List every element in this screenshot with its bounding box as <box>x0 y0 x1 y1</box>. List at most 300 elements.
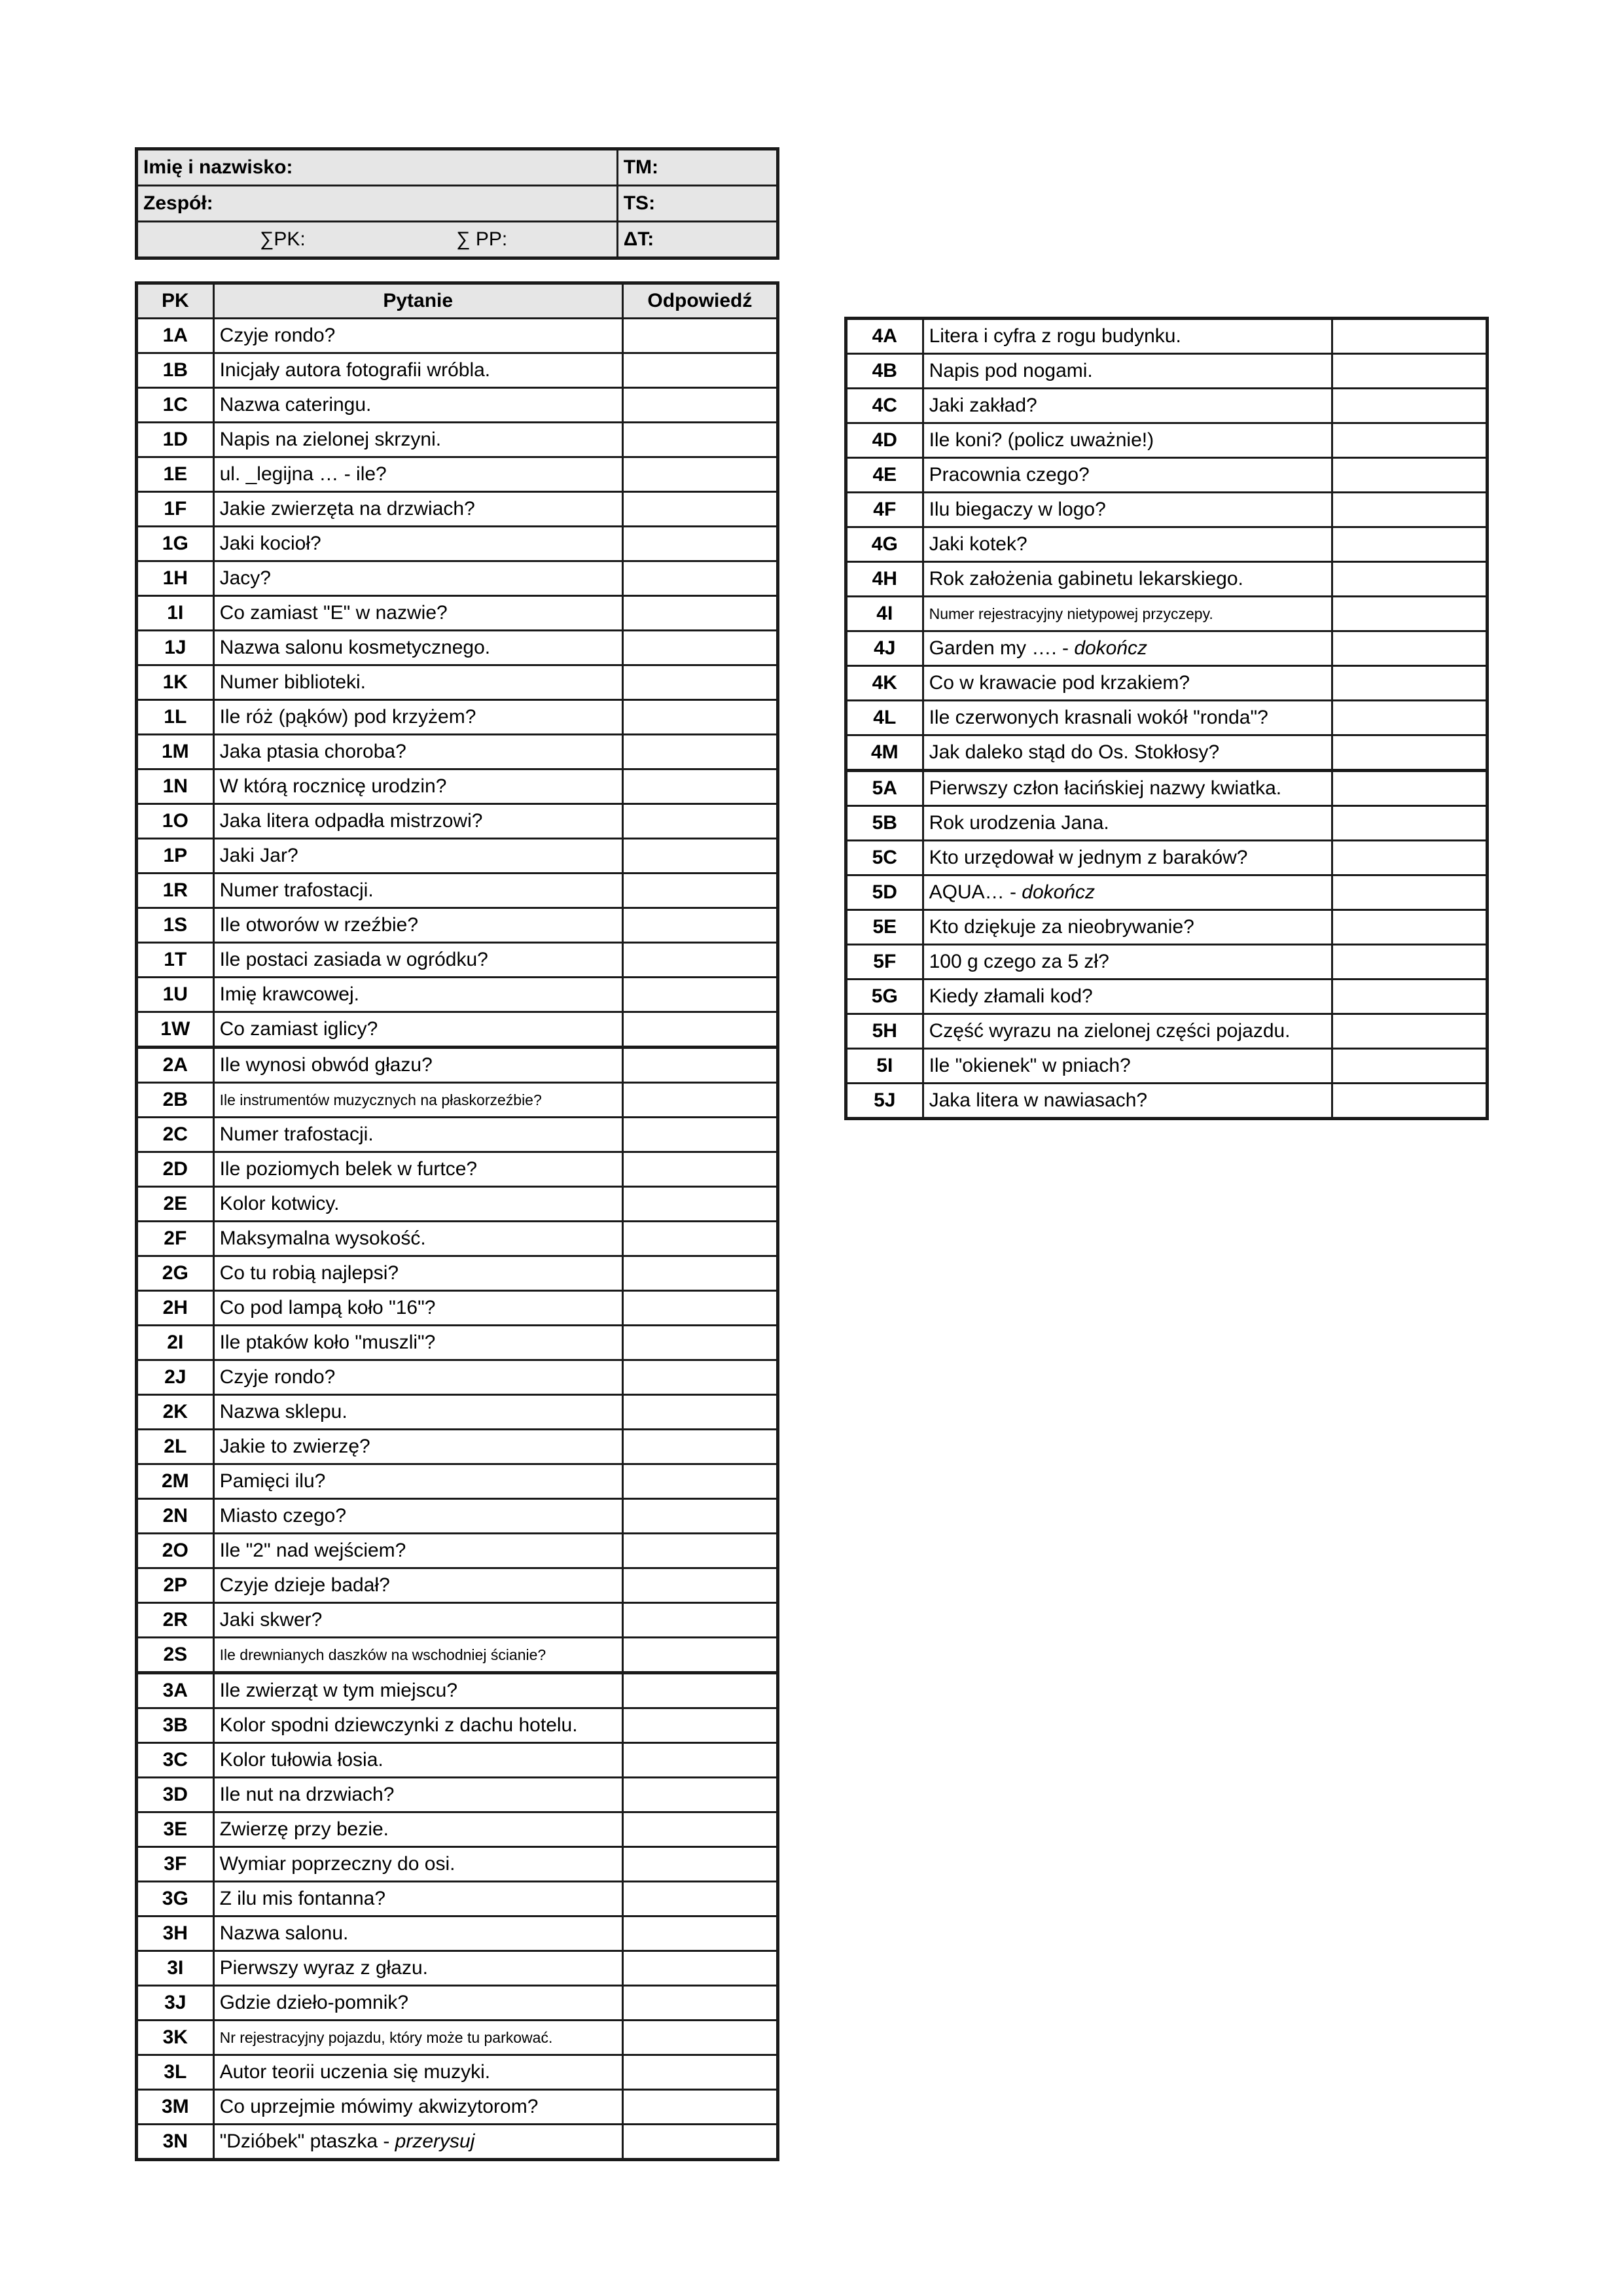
answer-cell[interactable] <box>622 2021 777 2055</box>
pk-cell: 3G <box>137 1882 214 1916</box>
table-row <box>137 1360 778 1395</box>
question-cell <box>213 1430 622 1464</box>
question-text: Nr rejestracyjny pojazdu, który może tu parkować. <box>219 2029 553 2046</box>
question-cell <box>213 1603 622 1638</box>
question-cell <box>923 841 1332 875</box>
table-row <box>137 1048 778 1083</box>
table-row <box>137 1951 778 1986</box>
pk-cell: 4E <box>846 458 923 493</box>
question-text: Kto dziękuje za nieobrywanie? <box>929 916 1194 938</box>
question-cell <box>213 804 622 839</box>
table-row <box>846 389 1488 423</box>
answer-cell[interactable] <box>622 1882 777 1916</box>
table-row <box>137 2021 778 2055</box>
answer-cell[interactable] <box>622 1916 777 1951</box>
question-text: Litera i cyfra z rogu budynku. <box>929 325 1181 347</box>
question-cell <box>213 1534 622 1568</box>
question-cell <box>213 1118 622 1152</box>
question-cell <box>213 631 622 665</box>
pk-cell: 2E <box>137 1187 214 1222</box>
pk-cell: 1R <box>137 874 214 908</box>
question-text: Kolor spodni dziewczynki z dachu hotelu. <box>219 1714 578 1736</box>
answer-cell[interactable] <box>622 1187 777 1222</box>
question-cell <box>213 908 622 943</box>
pk-cell: 1F <box>137 492 214 527</box>
left-rows <box>137 319 778 2160</box>
table-row <box>137 423 778 457</box>
pk-cell: 3B <box>137 1708 214 1743</box>
table-row <box>846 875 1488 910</box>
pk-cell: 3M <box>137 2090 214 2125</box>
question-cell <box>213 1951 622 1986</box>
answer-cell[interactable] <box>622 1534 777 1568</box>
pk-cell: 4B <box>846 354 923 389</box>
question-cell <box>923 1049 1332 1084</box>
col-answer-header: Odpowiedź <box>622 283 777 319</box>
question-text: Zwierzę przy bezie. <box>219 1818 389 1840</box>
table-row <box>137 388 778 423</box>
answer-cell[interactable] <box>1332 735 1487 771</box>
table-row <box>137 596 778 631</box>
question-text: Pamięci ilu? <box>219 1470 326 1492</box>
answer-cell[interactable] <box>622 2125 777 2160</box>
pk-cell: 5J <box>846 1084 923 1119</box>
question-text: Ile "2" nad wejściem? <box>219 1540 406 1561</box>
question-cell <box>923 458 1332 493</box>
pk-cell: 2R <box>137 1603 214 1638</box>
question-cell <box>923 631 1332 666</box>
pk-cell: 3J <box>137 1986 214 2021</box>
sum-pp-label: ∑ PP: <box>456 228 508 250</box>
table-row <box>137 1882 778 1916</box>
question-text: Kto urzędował w jednym z baraków? <box>929 847 1248 868</box>
question-cell <box>213 1708 622 1743</box>
question-cell <box>213 2125 622 2160</box>
header-table <box>135 147 779 260</box>
question-text: Co pod lampą koło "16"? <box>219 1297 436 1318</box>
answer-cell[interactable] <box>1332 841 1487 875</box>
question-cell <box>213 353 622 388</box>
pk-cell: 4G <box>846 527 923 562</box>
question-cell <box>213 943 622 978</box>
pk-cell: 1T <box>137 943 214 978</box>
question-cell <box>923 806 1332 841</box>
question-text: Co zamiast iglicy? <box>219 1018 378 1040</box>
answer-cell[interactable] <box>622 1152 777 1187</box>
table-row <box>137 874 778 908</box>
question-cell <box>213 839 622 874</box>
pk-cell: 4F <box>846 493 923 527</box>
question-cell <box>213 700 622 735</box>
question-cell <box>213 1986 622 2021</box>
pk-cell: 5I <box>846 1049 923 1084</box>
answer-cell[interactable] <box>622 1326 777 1360</box>
pk-cell: 5E <box>846 910 923 945</box>
answer-cell[interactable] <box>622 388 777 423</box>
question-cell <box>213 1568 622 1603</box>
answer-cell[interactable] <box>622 665 777 700</box>
answer-cell[interactable] <box>622 804 777 839</box>
question-text: Autor teorii uczenia się muzyki. <box>219 2061 491 2083</box>
question-text: Numer biblioteki. <box>219 671 366 693</box>
question-cell <box>213 561 622 596</box>
sum-pk-label: ∑PK: <box>260 228 306 250</box>
answer-cell[interactable] <box>622 561 777 596</box>
question-text: Inicjały autora fotografii wróbla. <box>219 359 491 381</box>
table-row <box>137 1222 778 1256</box>
question-text: Miasto czego? <box>219 1505 347 1527</box>
table-row <box>137 1673 778 1708</box>
table-row <box>137 319 778 353</box>
table-row <box>846 806 1488 841</box>
answer-cell[interactable] <box>1332 389 1487 423</box>
pk-cell: 1B <box>137 353 214 388</box>
table-row <box>137 1568 778 1603</box>
answer-cell[interactable] <box>1332 354 1487 389</box>
question-text: Jakie to zwierzę? <box>219 1436 370 1457</box>
answer-cell[interactable] <box>622 2090 777 2125</box>
question-text: Jacy? <box>219 567 271 589</box>
pk-cell: 2C <box>137 1118 214 1152</box>
answer-cell[interactable] <box>622 1847 777 1882</box>
question-text: Ile otworów w rzeźbie? <box>219 914 419 936</box>
question-cell <box>213 1152 622 1187</box>
question-text: Część wyrazu na zielonej części pojazdu. <box>929 1020 1291 1042</box>
question-text: Ilu biegaczy w logo? <box>929 499 1106 520</box>
answer-cell[interactable] <box>1332 980 1487 1014</box>
question-cell <box>213 1812 622 1847</box>
table-row <box>137 1778 778 1812</box>
question-cell <box>213 1048 622 1083</box>
question-cell <box>213 2055 622 2090</box>
answer-cell[interactable] <box>1332 945 1487 980</box>
table-row <box>137 1847 778 1882</box>
answer-cell[interactable] <box>1332 423 1487 458</box>
answer-cell[interactable] <box>622 943 777 978</box>
pk-cell: 1O <box>137 804 214 839</box>
answer-cell[interactable] <box>1332 527 1487 562</box>
pk-cell: 4I <box>846 597 923 631</box>
question-cell <box>213 1638 622 1673</box>
question-cell <box>213 1847 622 1882</box>
answer-cell[interactable] <box>622 319 777 353</box>
pk-cell: 4H <box>846 562 923 597</box>
right-rows <box>846 319 1488 1119</box>
table-row <box>137 908 778 943</box>
question-cell <box>213 1222 622 1256</box>
question-cell <box>213 457 622 492</box>
question-cell <box>923 910 1332 945</box>
question-text: Co uprzejmie mówimy akwizytorom? <box>219 2096 539 2117</box>
question-cell <box>213 1743 622 1778</box>
table-row <box>137 1464 778 1499</box>
question-italic-text: dokończ <box>1074 637 1148 659</box>
pk-cell: 2P <box>137 1568 214 1603</box>
question-text: Nazwa sklepu. <box>219 1401 348 1422</box>
answer-cell[interactable] <box>622 769 777 804</box>
pk-cell: 3C <box>137 1743 214 1778</box>
question-text: Z ilu mis fontanna? <box>219 1888 386 1909</box>
answer-cell[interactable] <box>622 1603 777 1638</box>
answer-cell[interactable] <box>622 631 777 665</box>
pk-cell: 5D <box>846 875 923 910</box>
pk-cell: 2B <box>137 1083 214 1118</box>
question-cell <box>923 562 1332 597</box>
question-text: Numer trafostacji. <box>219 1123 374 1145</box>
answer-cell[interactable] <box>1332 666 1487 701</box>
answer-cell[interactable] <box>622 1222 777 1256</box>
pk-cell: 2O <box>137 1534 214 1568</box>
question-text: Ile "okienek" w pniach? <box>929 1055 1131 1076</box>
answer-cell[interactable] <box>622 700 777 735</box>
question-text: Kolor tułowia łosia. <box>219 1749 383 1771</box>
answer-cell[interactable] <box>622 596 777 631</box>
answer-cell[interactable] <box>622 1778 777 1812</box>
answer-cell[interactable] <box>622 1012 777 1048</box>
question-text: Ile postaci zasiada w ogródku? <box>219 949 488 970</box>
answer-cell[interactable] <box>622 2055 777 2090</box>
table-row <box>137 1152 778 1187</box>
question-text: W którą rocznicę urodzin? <box>219 775 447 797</box>
question-text: Jaka litera odpadła mistrzowi? <box>219 810 483 832</box>
question-text: Kiedy złamali kod? <box>929 985 1093 1007</box>
question-text: 100 g czego za 5 zł? <box>929 951 1109 972</box>
question-cell <box>923 701 1332 735</box>
answer-cell[interactable] <box>622 1048 777 1083</box>
table-row <box>846 1014 1488 1049</box>
pk-cell: 4J <box>846 631 923 666</box>
table-row <box>137 1256 778 1291</box>
pk-cell: 1N <box>137 769 214 804</box>
pk-cell: 2K <box>137 1395 214 1430</box>
pk-cell: 3F <box>137 1847 214 1882</box>
table-row <box>137 2125 778 2160</box>
pk-cell: 3H <box>137 1916 214 1951</box>
table-row <box>137 839 778 874</box>
answer-cell[interactable] <box>1332 562 1487 597</box>
answer-cell[interactable] <box>622 1673 777 1708</box>
answer-cell[interactable] <box>622 1499 777 1534</box>
table-row <box>137 1743 778 1778</box>
pk-cell: 2S <box>137 1638 214 1673</box>
pk-cell: 1U <box>137 978 214 1012</box>
question-cell <box>923 597 1332 631</box>
question-cell <box>213 2021 622 2055</box>
pk-cell: 2F <box>137 1222 214 1256</box>
answer-cell[interactable] <box>622 527 777 561</box>
pk-cell: 3I <box>137 1951 214 1986</box>
question-cell <box>213 1360 622 1395</box>
team-label: Zespół: <box>137 186 618 222</box>
answer-cell[interactable] <box>1332 771 1487 806</box>
question-cell <box>923 980 1332 1014</box>
pk-cell: 1C <box>137 388 214 423</box>
answer-cell[interactable] <box>1332 1014 1487 1049</box>
question-cell <box>923 389 1332 423</box>
table-row <box>137 492 778 527</box>
answer-cell[interactable] <box>1332 1084 1487 1119</box>
answer-cell[interactable] <box>1332 458 1487 493</box>
answer-cell[interactable] <box>622 1638 777 1673</box>
table-row <box>137 1499 778 1534</box>
question-cell <box>213 1395 622 1430</box>
answer-cell[interactable] <box>622 1291 777 1326</box>
answer-cell[interactable] <box>1332 806 1487 841</box>
question-text: Jaki skwer? <box>219 1609 323 1631</box>
question-cell <box>923 666 1332 701</box>
question-text: Co zamiast "E" w nazwie? <box>219 602 448 624</box>
pk-cell: 2N <box>137 1499 214 1534</box>
question-italic-text: przerysuj <box>395 2130 475 2152</box>
pk-cell: 2A <box>137 1048 214 1083</box>
table-row <box>846 666 1488 701</box>
table-row <box>846 735 1488 771</box>
question-text: Nazwa cateringu. <box>219 394 372 415</box>
question-text: Imię krawcowej. <box>219 983 359 1005</box>
answer-cell[interactable] <box>622 1568 777 1603</box>
table-row <box>846 945 1488 980</box>
question-text: Maksymalna wysokość. <box>219 1227 426 1249</box>
answer-cell[interactable] <box>622 839 777 874</box>
ts-label: TS: <box>617 186 777 222</box>
answer-cell[interactable] <box>622 1708 777 1743</box>
table-row <box>846 701 1488 735</box>
table-row <box>846 980 1488 1014</box>
question-text: Jak daleko stąd do Os. Stokłosy? <box>929 741 1220 763</box>
question-text: Pierwszy wyraz z głazu. <box>219 1957 429 1979</box>
questions-table-right <box>844 317 1489 1120</box>
question-cell <box>213 319 622 353</box>
answer-cell[interactable] <box>622 1083 777 1118</box>
dt-label: ΔT: <box>617 222 777 258</box>
pk-cell: 4A <box>846 319 923 354</box>
question-cell <box>213 769 622 804</box>
question-text: AQUA… - <box>929 881 1022 903</box>
answer-cell[interactable] <box>622 1430 777 1464</box>
answer-cell[interactable] <box>1332 1049 1487 1084</box>
question-text: Ile drewnianych daszków na wschodniej ścianie? <box>219 1646 546 1663</box>
question-cell <box>213 1464 622 1499</box>
question-cell <box>923 319 1332 354</box>
question-cell <box>213 1256 622 1291</box>
question-cell <box>923 527 1332 562</box>
pk-cell: 1L <box>137 700 214 735</box>
question-text: Ile róż (pąków) pod krzyżem? <box>219 706 476 728</box>
questions-table-left <box>135 281 779 2161</box>
question-text: Ile wynosi obwód głazu? <box>219 1054 433 1076</box>
pk-cell: 3N <box>137 2125 214 2160</box>
answer-cell[interactable] <box>622 735 777 769</box>
question-cell <box>213 1499 622 1534</box>
col-question-header: Pytanie <box>213 283 622 319</box>
table-row <box>846 1084 1488 1119</box>
table-row <box>137 700 778 735</box>
answer-cell[interactable] <box>622 353 777 388</box>
answer-cell[interactable] <box>622 874 777 908</box>
answer-cell[interactable] <box>1332 597 1487 631</box>
pk-cell: 5H <box>846 1014 923 1049</box>
question-text: Ile poziomych belek w furtce? <box>219 1158 478 1180</box>
pk-cell: 5A <box>846 771 923 806</box>
pk-cell: 2D <box>137 1152 214 1187</box>
answer-cell[interactable] <box>1332 701 1487 735</box>
table-row <box>846 354 1488 389</box>
table-row <box>846 771 1488 806</box>
table-row <box>137 769 778 804</box>
table-row <box>137 665 778 700</box>
question-text: Ile instrumentów muzycznych na płaskorzeźbie? <box>219 1091 542 1108</box>
table-row <box>846 631 1488 666</box>
question-cell <box>213 423 622 457</box>
table-row <box>846 841 1488 875</box>
answer-cell[interactable] <box>622 1118 777 1152</box>
answer-cell[interactable] <box>622 1395 777 1430</box>
answer-cell[interactable] <box>622 978 777 1012</box>
question-text: Pierwszy człon łacińskiej nazwy kwiatka. <box>929 777 1282 799</box>
pk-cell: 4D <box>846 423 923 458</box>
answer-cell[interactable] <box>1332 631 1487 666</box>
question-cell <box>213 1012 622 1048</box>
answer-cell[interactable] <box>1332 319 1487 354</box>
answer-cell[interactable] <box>622 1812 777 1847</box>
question-text: Rok urodzenia Jana. <box>929 812 1109 834</box>
question-text: Jakie zwierzęta na drzwiach? <box>219 498 475 520</box>
question-text: Numer trafostacji. <box>219 879 374 901</box>
answer-cell[interactable] <box>622 908 777 943</box>
table-row <box>137 353 778 388</box>
answer-cell[interactable] <box>622 1360 777 1395</box>
pk-cell: 2G <box>137 1256 214 1291</box>
table-row <box>846 319 1488 354</box>
table-row <box>137 943 778 978</box>
question-text: Ile koni? (policz uważnie!) <box>929 429 1154 451</box>
table-row <box>137 1986 778 2021</box>
table-row <box>846 458 1488 493</box>
answer-cell[interactable] <box>622 457 777 492</box>
answer-cell[interactable] <box>622 423 777 457</box>
question-cell <box>923 771 1332 806</box>
question-cell <box>213 492 622 527</box>
answer-cell[interactable] <box>1332 875 1487 910</box>
answer-cell[interactable] <box>1332 493 1487 527</box>
pk-cell: 4C <box>846 389 923 423</box>
question-cell <box>213 596 622 631</box>
table-row <box>137 1118 778 1152</box>
table-row <box>846 493 1488 527</box>
answer-cell[interactable] <box>622 1951 777 1986</box>
pk-cell: 1J <box>137 631 214 665</box>
answer-cell[interactable] <box>622 1256 777 1291</box>
answer-cell[interactable] <box>622 492 777 527</box>
question-cell <box>923 735 1332 771</box>
pk-cell: 1P <box>137 839 214 874</box>
answer-cell[interactable] <box>622 1464 777 1499</box>
table-row <box>137 978 778 1012</box>
pk-cell: 4M <box>846 735 923 771</box>
question-cell <box>213 1916 622 1951</box>
pk-cell: 5C <box>846 841 923 875</box>
answer-cell[interactable] <box>622 1743 777 1778</box>
pk-cell: 1H <box>137 561 214 596</box>
question-text: Jaki Jar? <box>219 845 298 866</box>
table-row <box>137 1916 778 1951</box>
answer-cell[interactable] <box>622 1986 777 2021</box>
pk-cell: 1E <box>137 457 214 492</box>
pk-cell: 4K <box>846 666 923 701</box>
question-cell <box>923 493 1332 527</box>
answer-cell[interactable] <box>1332 910 1487 945</box>
question-text: Pracownia czego? <box>929 464 1090 486</box>
